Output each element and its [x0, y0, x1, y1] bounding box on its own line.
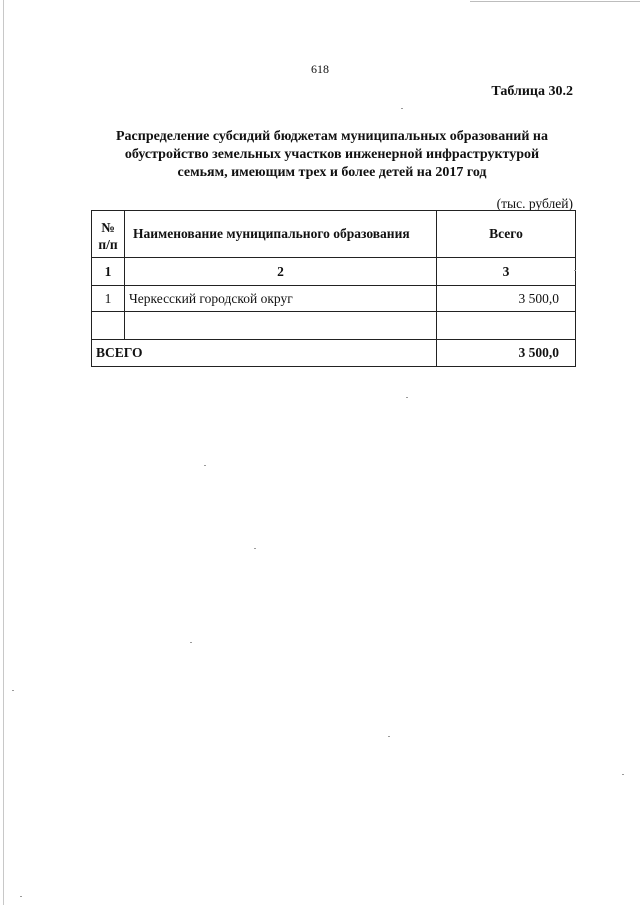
scan-speck — [622, 774, 624, 775]
empty-cell — [437, 312, 576, 340]
title-line-3: семьям, имеющим трех и более детей на 2017 год — [177, 165, 487, 180]
scan-speck — [204, 465, 206, 466]
column-number-3: 3 — [437, 258, 576, 286]
scan-speck — [254, 548, 256, 549]
header-number-sign: № — [101, 220, 115, 235]
row-total: 3 500,0 — [437, 286, 576, 312]
summary-row — [92, 340, 576, 367]
summary-total: 3 500,0 — [437, 340, 576, 367]
units-note: (тыс. рублей) — [496, 196, 573, 211]
scan-speck — [574, 270, 576, 271]
empty-cell — [92, 312, 125, 340]
scan-edge-top — [470, 1, 640, 2]
scan-speck — [12, 690, 14, 691]
title-line-2: обустройство земельных участков инженерной инфраструктурой — [124, 147, 540, 162]
empty-cell — [125, 312, 437, 340]
scan-edge-left — [3, 0, 4, 905]
scan-speck — [406, 397, 408, 398]
scan-speck — [190, 642, 192, 643]
subsidy-table — [91, 210, 576, 367]
row-number: 1 — [92, 286, 125, 312]
document-title — [90, 128, 574, 182]
column-number-2: 2 — [125, 258, 437, 286]
table-header-row — [92, 211, 576, 258]
header-number — [92, 211, 125, 258]
table-row — [92, 286, 576, 312]
summary-label: ВСЕГО — [92, 340, 437, 367]
page-number: 618 — [311, 62, 329, 76]
empty-row — [92, 312, 576, 340]
scan-speck — [388, 736, 390, 737]
scan-speck — [401, 108, 403, 109]
scan-speck — [20, 896, 22, 897]
title-line-1: Распределение субсидий бюджетам муниципальных образований на — [116, 129, 548, 144]
table-label: Таблица 30.2 — [491, 84, 573, 99]
header-name: Наименование муниципального образования — [125, 211, 437, 258]
column-number-1: 1 — [92, 258, 125, 286]
header-total: Всего — [437, 211, 576, 258]
column-numbers-row — [92, 258, 576, 286]
row-municipality: Черкесский городской округ — [125, 286, 437, 312]
header-number-abbrev: п/п — [98, 237, 118, 252]
